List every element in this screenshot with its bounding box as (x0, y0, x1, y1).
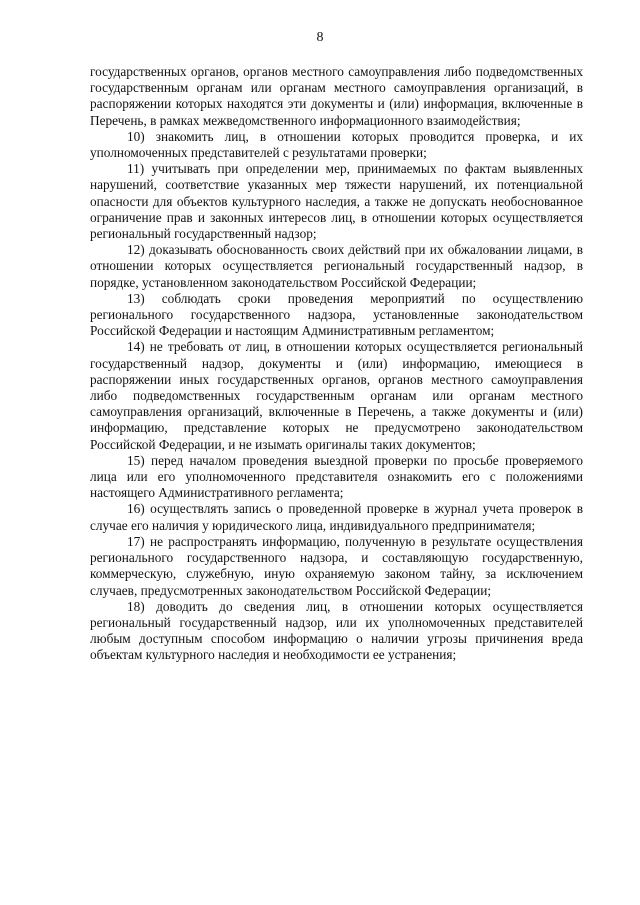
paragraph-item-16: 16) осуществлять запись о проведенной проверке в журнал учета проверок в случае его наличия у юридического лица, индивидуального предпринимателя; (90, 501, 583, 533)
document-body (90, 64, 583, 664)
paragraph-item-12: 12) доказывать обоснованность своих действий при их обжаловании лицами, в отношении которых осуществляется региональный государственный надзор, в порядке, установленном законодательством Российской Федерации; (90, 242, 583, 290)
paragraph-continuation: государственных органов, органов местного самоуправления либо подведомственных государственным органам или органам местного самоуправления организаций, в распоряжении которых находятся эти документы и (или) информация, включенные в Перечень, в рамках межведомственного информационного взаимодействия; (90, 64, 583, 128)
paragraph-item-17: 17) не распространять информацию, полученную в результате осуществления регионального государственного надзора, и составляющую государственную, коммерческую, служебную, иную охраняемую законом тайну, за исключением случаев, предусмотренных законодательством Российской Федерации; (90, 533, 583, 598)
paragraph-item-10: 10) знакомить лиц, в отношении которых проводится проверка, и их уполномоченных представителей с результатами проверки; (90, 128, 583, 161)
page-number: 8 (316, 30, 324, 45)
paragraph-item-11: 11) учитывать при определении мер, принимаемых по фактам выявленных нарушений, соответствие указанных мер тяжести нарушений, их потенциальной опасности для объектов культурного наследия, а также не допускать необоснованное ограничение прав и законных интересов лиц, в отношении которых осуществляется региональный государственный надзор; (90, 161, 583, 242)
paragraph-item-14: 14) не требовать от лиц, в отношении которых осуществляется региональный государственный надзор, документы и (или) информацию, имеющиеся в распоряжении иных государственных органов, органов местного самоуправления либо подведомственных государственным органам или органам местного самоуправления организаций, включенные в Перечень, а также документы и (или) информацию, представление которых не предусмотрено законодательством Российской Федерации, и не изымать оригиналы таких документов; (90, 339, 583, 452)
paragraph-item-15: 15) перед началом проведения выездной проверки по просьбе проверяемого лица или его уполномоченного представителя ознакомить его с положениями настоящего Административного регламента; (90, 452, 583, 501)
paragraph-item-18: 18) доводить до сведения лиц, в отношении которых осуществляется региональный государственный надзор, или их уполномоченных представителей любым доступным способом информацию о наличии угрозы причинения вреда объектам культурного наследия и необходимости ее устранения; (90, 598, 583, 663)
paragraph-item-13: 13) соблюдать сроки проведения мероприятий по осуществлению регионального государственного надзора, установленные законодательством Российской Федерации и настоящим Административным регламентом; (90, 290, 583, 339)
